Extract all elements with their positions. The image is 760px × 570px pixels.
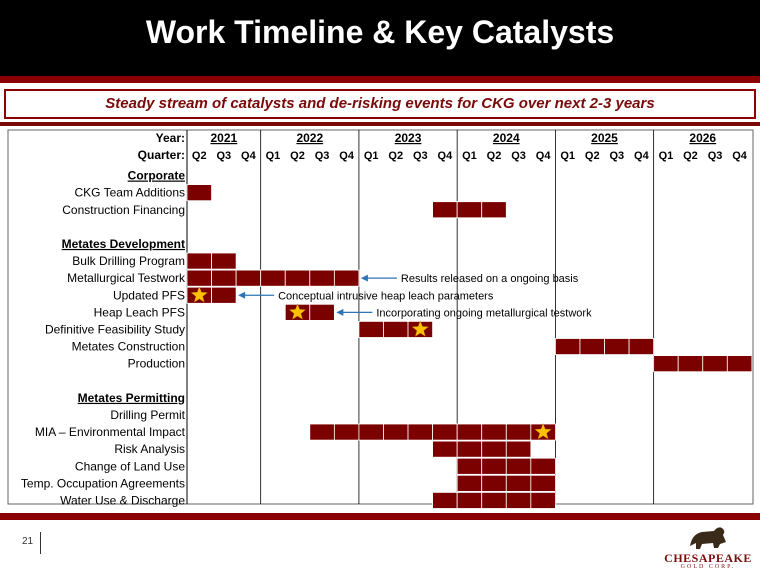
quarter-row-label: Quarter: bbox=[137, 148, 185, 162]
year-label-2021: 2021 bbox=[210, 131, 238, 145]
year-label-2024: 2024 bbox=[492, 131, 520, 145]
quarter-label-2022-Q2: Q2 bbox=[290, 150, 305, 162]
task-label: Metallurgical Testwork bbox=[67, 271, 185, 286]
company-logo bbox=[656, 522, 760, 570]
quarter-label-2021-Q3: Q3 bbox=[216, 150, 232, 162]
page-title: Work Timeline & Key Catalysts bbox=[145, 14, 615, 50]
task-label: Water Use & Discharge bbox=[60, 493, 185, 508]
timeline-bar-cell bbox=[457, 458, 482, 474]
timeline-bar-cell bbox=[678, 356, 703, 372]
task-label: Updated PFS bbox=[112, 288, 185, 303]
timeline-bar-cell bbox=[506, 492, 531, 508]
quarter-label-2024-Q2: Q2 bbox=[486, 150, 502, 162]
timeline-bar-cell bbox=[285, 270, 310, 286]
quarter-label-2025-Q1: Q1 bbox=[560, 150, 576, 162]
timeline-bar-cell bbox=[482, 424, 507, 440]
timeline-bar-cell bbox=[334, 424, 359, 440]
footer-rule bbox=[0, 513, 760, 520]
timeline-bar-cell bbox=[580, 339, 605, 355]
quarter-label-2023-Q4: Q4 bbox=[437, 150, 453, 162]
timeline-bar-cell bbox=[261, 270, 286, 286]
timeline-bar-cell bbox=[383, 424, 408, 440]
timeline-bar-cell bbox=[629, 339, 654, 355]
year-label-2026: 2026 bbox=[689, 131, 717, 145]
timeline-bar-cell bbox=[433, 202, 458, 218]
timeline-bar-cell bbox=[310, 270, 335, 286]
page-number: 21 bbox=[22, 536, 34, 547]
page-number-separator bbox=[40, 532, 41, 554]
timeline-bar-cell bbox=[457, 475, 482, 491]
logo-subtitle: GOLD CORP. bbox=[680, 564, 736, 570]
timeline-bar-cell bbox=[531, 475, 556, 491]
quarter-label-2025-Q4: Q4 bbox=[634, 150, 649, 162]
section-header: Corporate bbox=[127, 168, 185, 183]
task-label: Definitive Feasibility Study bbox=[44, 322, 185, 337]
year-label-2025: 2025 bbox=[591, 131, 618, 145]
quarter-label-2022-Q1: Q1 bbox=[265, 150, 281, 162]
section-header: Metates Permitting bbox=[77, 390, 185, 405]
timeline-bar-cell bbox=[310, 304, 335, 320]
timeline-bar-cell bbox=[212, 287, 237, 303]
timeline-bar-cell bbox=[506, 458, 531, 474]
timeline-bar-cell bbox=[187, 270, 212, 286]
quarter-label-2024-Q3: Q3 bbox=[511, 150, 526, 162]
timeline-bar-cell bbox=[482, 492, 507, 508]
task-label: Metates Construction bbox=[71, 339, 185, 354]
timeline-bar-cell bbox=[703, 356, 728, 372]
quarter-label-2024-Q4: Q4 bbox=[535, 150, 551, 162]
quarter-label-2022-Q4: Q4 bbox=[339, 150, 354, 162]
quarter-label-2026-Q3: Q3 bbox=[707, 150, 723, 162]
timeline-bar-cell bbox=[506, 441, 531, 457]
section-header: Metates Development bbox=[61, 236, 185, 251]
annotation-text: Conceptual intrusive heap leach parameters bbox=[278, 290, 494, 303]
timeline-bar-cell bbox=[383, 321, 408, 337]
timeline-bar-cell bbox=[727, 356, 752, 372]
timeline-bar-cell bbox=[187, 185, 212, 201]
timeline-bar-cell bbox=[334, 270, 359, 286]
task-label: Drilling Permit bbox=[110, 407, 185, 422]
year-row-label: Year: bbox=[155, 131, 185, 145]
task-label: Heap Leach PFS bbox=[93, 305, 185, 320]
task-label: Construction Financing bbox=[62, 202, 185, 217]
timeline-bar-cell bbox=[359, 424, 384, 440]
quarter-label-2024-Q1: Q1 bbox=[462, 150, 477, 162]
timeline-bar-cell bbox=[433, 492, 458, 508]
annotation-text: Incorporating ongoing metallurgical testwork bbox=[376, 307, 592, 320]
timeline-bar-cell bbox=[506, 424, 531, 440]
quarter-label-2023-Q3: Q3 bbox=[412, 150, 428, 162]
quarter-label-2026-Q1: Q1 bbox=[658, 150, 674, 162]
timeline-bar-cell bbox=[212, 253, 237, 269]
quarter-label-2025-Q2: Q2 bbox=[584, 150, 600, 162]
year-label-2023: 2023 bbox=[394, 131, 422, 145]
quarter-label-2021-Q4: Q4 bbox=[241, 150, 256, 162]
timeline-bar-cell bbox=[359, 321, 384, 337]
timeline-bar-cell bbox=[482, 458, 507, 474]
timeline-bar-cell bbox=[654, 356, 679, 372]
timeline-bar-cell bbox=[457, 202, 482, 218]
task-label: Temp. Occupation Agreements bbox=[20, 476, 185, 491]
timeline-bar-cell bbox=[457, 424, 482, 440]
task-label: MIA – Environmental Impact bbox=[34, 425, 185, 440]
timeline-bar-cell bbox=[212, 270, 237, 286]
task-label: CKG Team Additions bbox=[74, 185, 185, 200]
timeline-bar-cell bbox=[482, 202, 507, 218]
timeline-bar-cell bbox=[187, 253, 212, 269]
dog-icon bbox=[656, 522, 760, 552]
timeline-bar-cell bbox=[457, 492, 482, 508]
timeline-bar-cell bbox=[531, 458, 556, 474]
quarter-label-2022-Q3: Q3 bbox=[314, 150, 330, 162]
timeline-bar-cell bbox=[482, 441, 507, 457]
timeline-bar-cell bbox=[310, 424, 335, 440]
quarter-label-2025-Q3: Q3 bbox=[609, 150, 625, 162]
timeline-bar-cell bbox=[482, 475, 507, 491]
timeline-bar-cell bbox=[236, 270, 261, 286]
timeline-bar-cell bbox=[433, 441, 458, 457]
quarter-label-2026-Q2: Q2 bbox=[683, 150, 698, 162]
task-label: Risk Analysis bbox=[114, 442, 185, 457]
task-label: Production bbox=[127, 356, 185, 371]
timeline-bar-cell bbox=[408, 424, 433, 440]
timeline-bar-cell bbox=[506, 475, 531, 491]
timeline-bar-cell bbox=[605, 339, 630, 355]
quarter-label-2023-Q1: Q1 bbox=[363, 150, 379, 162]
quarter-label-2026-Q4: Q4 bbox=[732, 150, 747, 162]
timeline-bar-cell bbox=[555, 339, 580, 355]
year-label-2022: 2022 bbox=[296, 131, 324, 145]
timeline-bar-cell bbox=[531, 492, 556, 508]
task-label: Change of Land Use bbox=[74, 459, 185, 474]
quarter-label-2023-Q2: Q2 bbox=[388, 150, 404, 162]
logo-name: CHESAPEAKE bbox=[664, 551, 752, 565]
task-label: Bulk Drilling Program bbox=[72, 254, 185, 269]
subtitle: Steady stream of catalysts and de-risking events for CKG over next 2-3 years bbox=[105, 95, 655, 112]
timeline-bar-cell bbox=[433, 424, 458, 440]
annotation-text: Results released on a ongoing basis bbox=[400, 273, 579, 286]
quarter-label-2021-Q2: Q2 bbox=[191, 150, 207, 162]
timeline-bar-cell bbox=[457, 441, 482, 457]
